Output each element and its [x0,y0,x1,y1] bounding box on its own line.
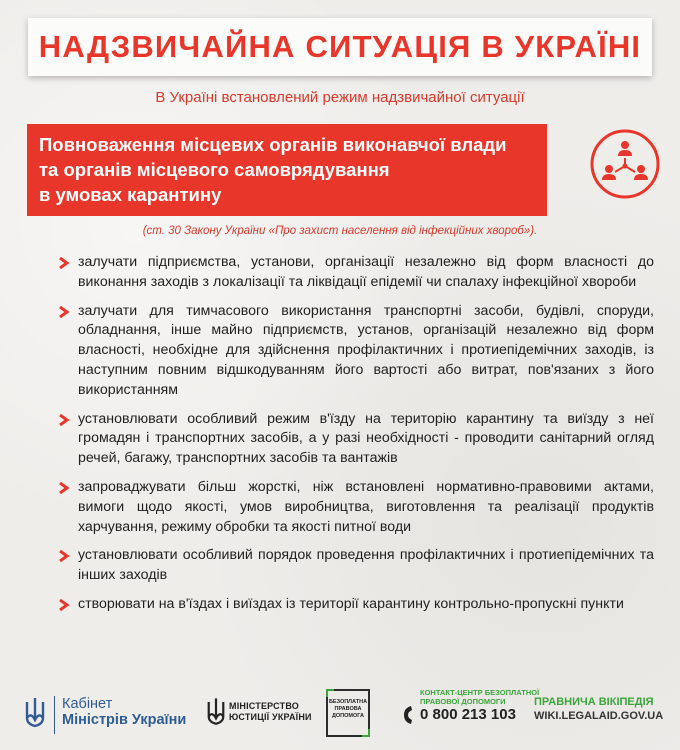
legal-aid-line: ДОПОМОГА [331,713,365,719]
legal-aid-logo [326,689,370,737]
contact-caption-line1: КОНТАКТ-ЦЕНТР БЕЗОПЛАТНОЇ [420,688,540,697]
ministry-line2: ЮСТИЦІЇ УКРАЇНИ [229,712,312,722]
cabinet-line1: Кабінет [62,696,113,712]
cabinet-line2: Міністрів України [62,712,187,728]
list-item [58,546,654,586]
list-item-text: створювати на в'їздах і виїздах із території карантину контрольно-пропускні пункти [78,595,624,612]
contact-caption-line2: ПРАВОВОЇ ДОПОМОГИ [420,697,506,706]
legal-aid-line: ПРАВОВА [334,706,362,712]
footer-logos [0,678,680,750]
corner-mark [362,729,370,737]
list-item [58,410,654,469]
list-item [58,478,654,537]
banner-row [27,124,667,216]
list-item [58,253,654,293]
subtitle: В Україні встановлений режим надзвичайної ситуації [155,89,525,106]
chevron-right-icon [58,482,70,494]
chevron-right-icon [58,306,70,318]
law-reference: (ст. 30 Закону України «Про захист населення від інфекційних хвороб»). [142,225,538,237]
wiki-title: ПРАВНИЧА ВІКІПЕДІЯ [534,696,654,708]
phone-icon [402,704,414,726]
list-item [58,595,654,615]
section-banner [27,124,547,216]
list-item-text: залучати для тимчасового використання транспортні засоби, будівлі, споруди, обладнання, інше майно підприємств, установ, організацій незалежно від форм власності, необхідне для здійснення профілактичних і протиепідемічних заходів, із наступним повним відшкодуванням його вартості або витрат, пов'язаних з його використанням [78,302,654,398]
chevron-right-icon [58,550,70,562]
corner-mark [326,689,334,697]
list-item-text: залучати підприємства, установи, організації незалежно від форм власності до виконання заходів з локалізації та ліквідації епідемії чи спалаху інфекційної хвороби [78,254,654,290]
banner-line: в умовах карантину [39,184,222,205]
powers-list [58,253,654,624]
contact-center [420,688,539,723]
chevron-right-icon [58,414,70,426]
ministry-logo [229,701,312,723]
chevron-right-icon [58,257,70,269]
cabinet-logo [62,696,186,728]
list-item-text: установлювати особливий режим в'їзду на територію карантину та виїзду з неї громадян і транспортних засобів, а у разі необхідності - проводити санітарний огляд речей, багажу, транспортних засобів та вантажів [78,410,654,467]
team-network-icon [587,126,663,202]
wiki-logo [534,696,663,723]
ministry-line1: МІНІСТЕРСТВО [229,701,300,711]
divider [54,696,55,734]
banner-line: та органів місцевого самоврядування [39,159,390,180]
wiki-url: WIKI.LEGALAID.GOV.UA [534,710,664,722]
banner-line: Повноваження місцевих органів виконавчої влади [39,134,507,155]
trident-icon [206,696,226,728]
page-title: НАДЗВИЧАЙНА СИТУАЦІЯ В УКРАЇНІ [38,29,642,64]
list-item-text: установлювати особливий порядок проведення профілактичних і протиепідемічних та інших заходів [78,547,654,584]
trident-icon [24,696,46,730]
list-item-text: запроваджувати більш жорсткі, ніж встановлені нормативно-правовими актами, вимоги щодо якості, умов виробництва, виготовлення та реалізації продуктів харчування, режиму обробки та якості питної води [78,478,654,535]
title-card [28,18,652,76]
legal-aid-line: БЕЗОПЛАТНА [328,699,368,705]
contact-phone: 0 800 213 103 [420,706,516,723]
chevron-right-icon [58,599,70,611]
list-item [58,302,654,401]
